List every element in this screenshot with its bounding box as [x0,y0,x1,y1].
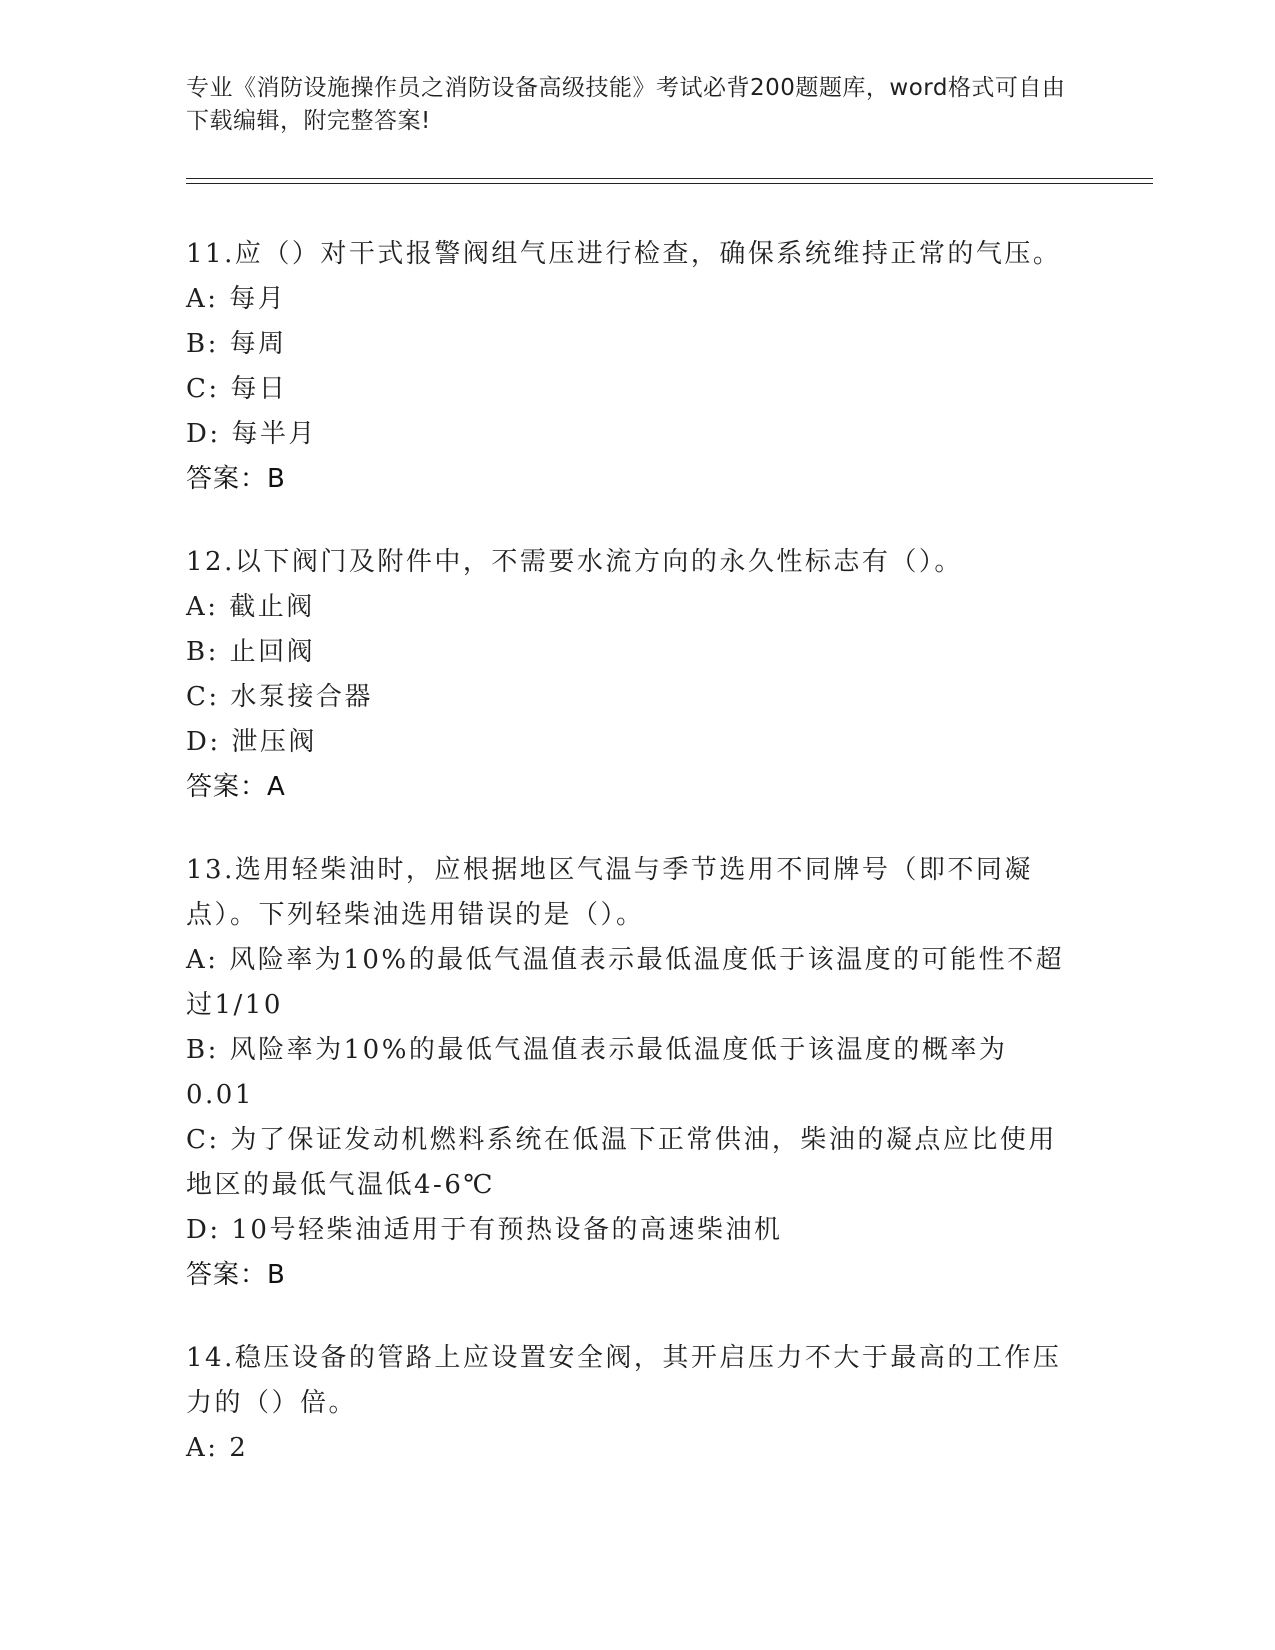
option-a: A: 2 [186,1433,249,1463]
question-13 [186,848,1066,1298]
option-b: B: 止回阀 [186,637,316,667]
question-stem: 14.稳压设备的管路上应设置安全阀，其开启压力不大于最高的工作压力的（）倍。 [186,1343,1062,1418]
option-a: A: 每月 [186,284,287,314]
option-c: C: 水泵接合器 [186,682,373,712]
answer-line: 答案：B [186,464,286,494]
option-b: B: 风险率为10%的最低气温值表示最低温度低于该温度的概率为0.01 [186,1035,1008,1110]
option-d: D: 10号轻柴油适用于有预热设备的高速柴油机 [186,1215,783,1245]
document-intro: 专业《消防设施操作员之消防设备高级技能》考试必背200题题库，word格式可自由下载编辑，附完整答案! [186,75,1066,134]
option-a: A: 风险率为10%的最低气温值表示最低温度低于该温度的可能性不超过1/10 [186,945,1065,1020]
question-list [186,232,1066,1509]
option-a: A: 截止阀 [186,592,315,622]
option-d: D: 泄压阀 [186,727,317,757]
header-divider-bottom [186,183,1153,184]
answer-line: 答案：B [186,1260,286,1290]
question-14 [186,1336,1066,1471]
option-c: C: 为了保证发动机燃料系统在低温下正常供油，柴油的凝点应比使用地区的最低气温低4-6℃ [186,1125,1057,1200]
header-divider-top [186,178,1153,179]
question-stem: 11.应（）对干式报警阀组气压进行检查，确保系统维持正常的气压。 [186,239,1062,269]
answer-line: 答案：A [186,772,286,802]
option-c: C: 每日 [186,374,288,404]
question-stem: 12.以下阀门及附件中，不需要水流方向的永久性标志有（）。 [186,547,963,577]
question-12 [186,540,1066,810]
question-11 [186,232,1066,502]
option-b: B: 每周 [186,329,287,359]
option-d: D: 每半月 [186,419,317,449]
question-stem: 13.选用轻柴油时，应根据地区气温与季节选用不同牌号（即不同凝点）。下列轻柴油选用错误的是（）。 [186,855,1033,930]
